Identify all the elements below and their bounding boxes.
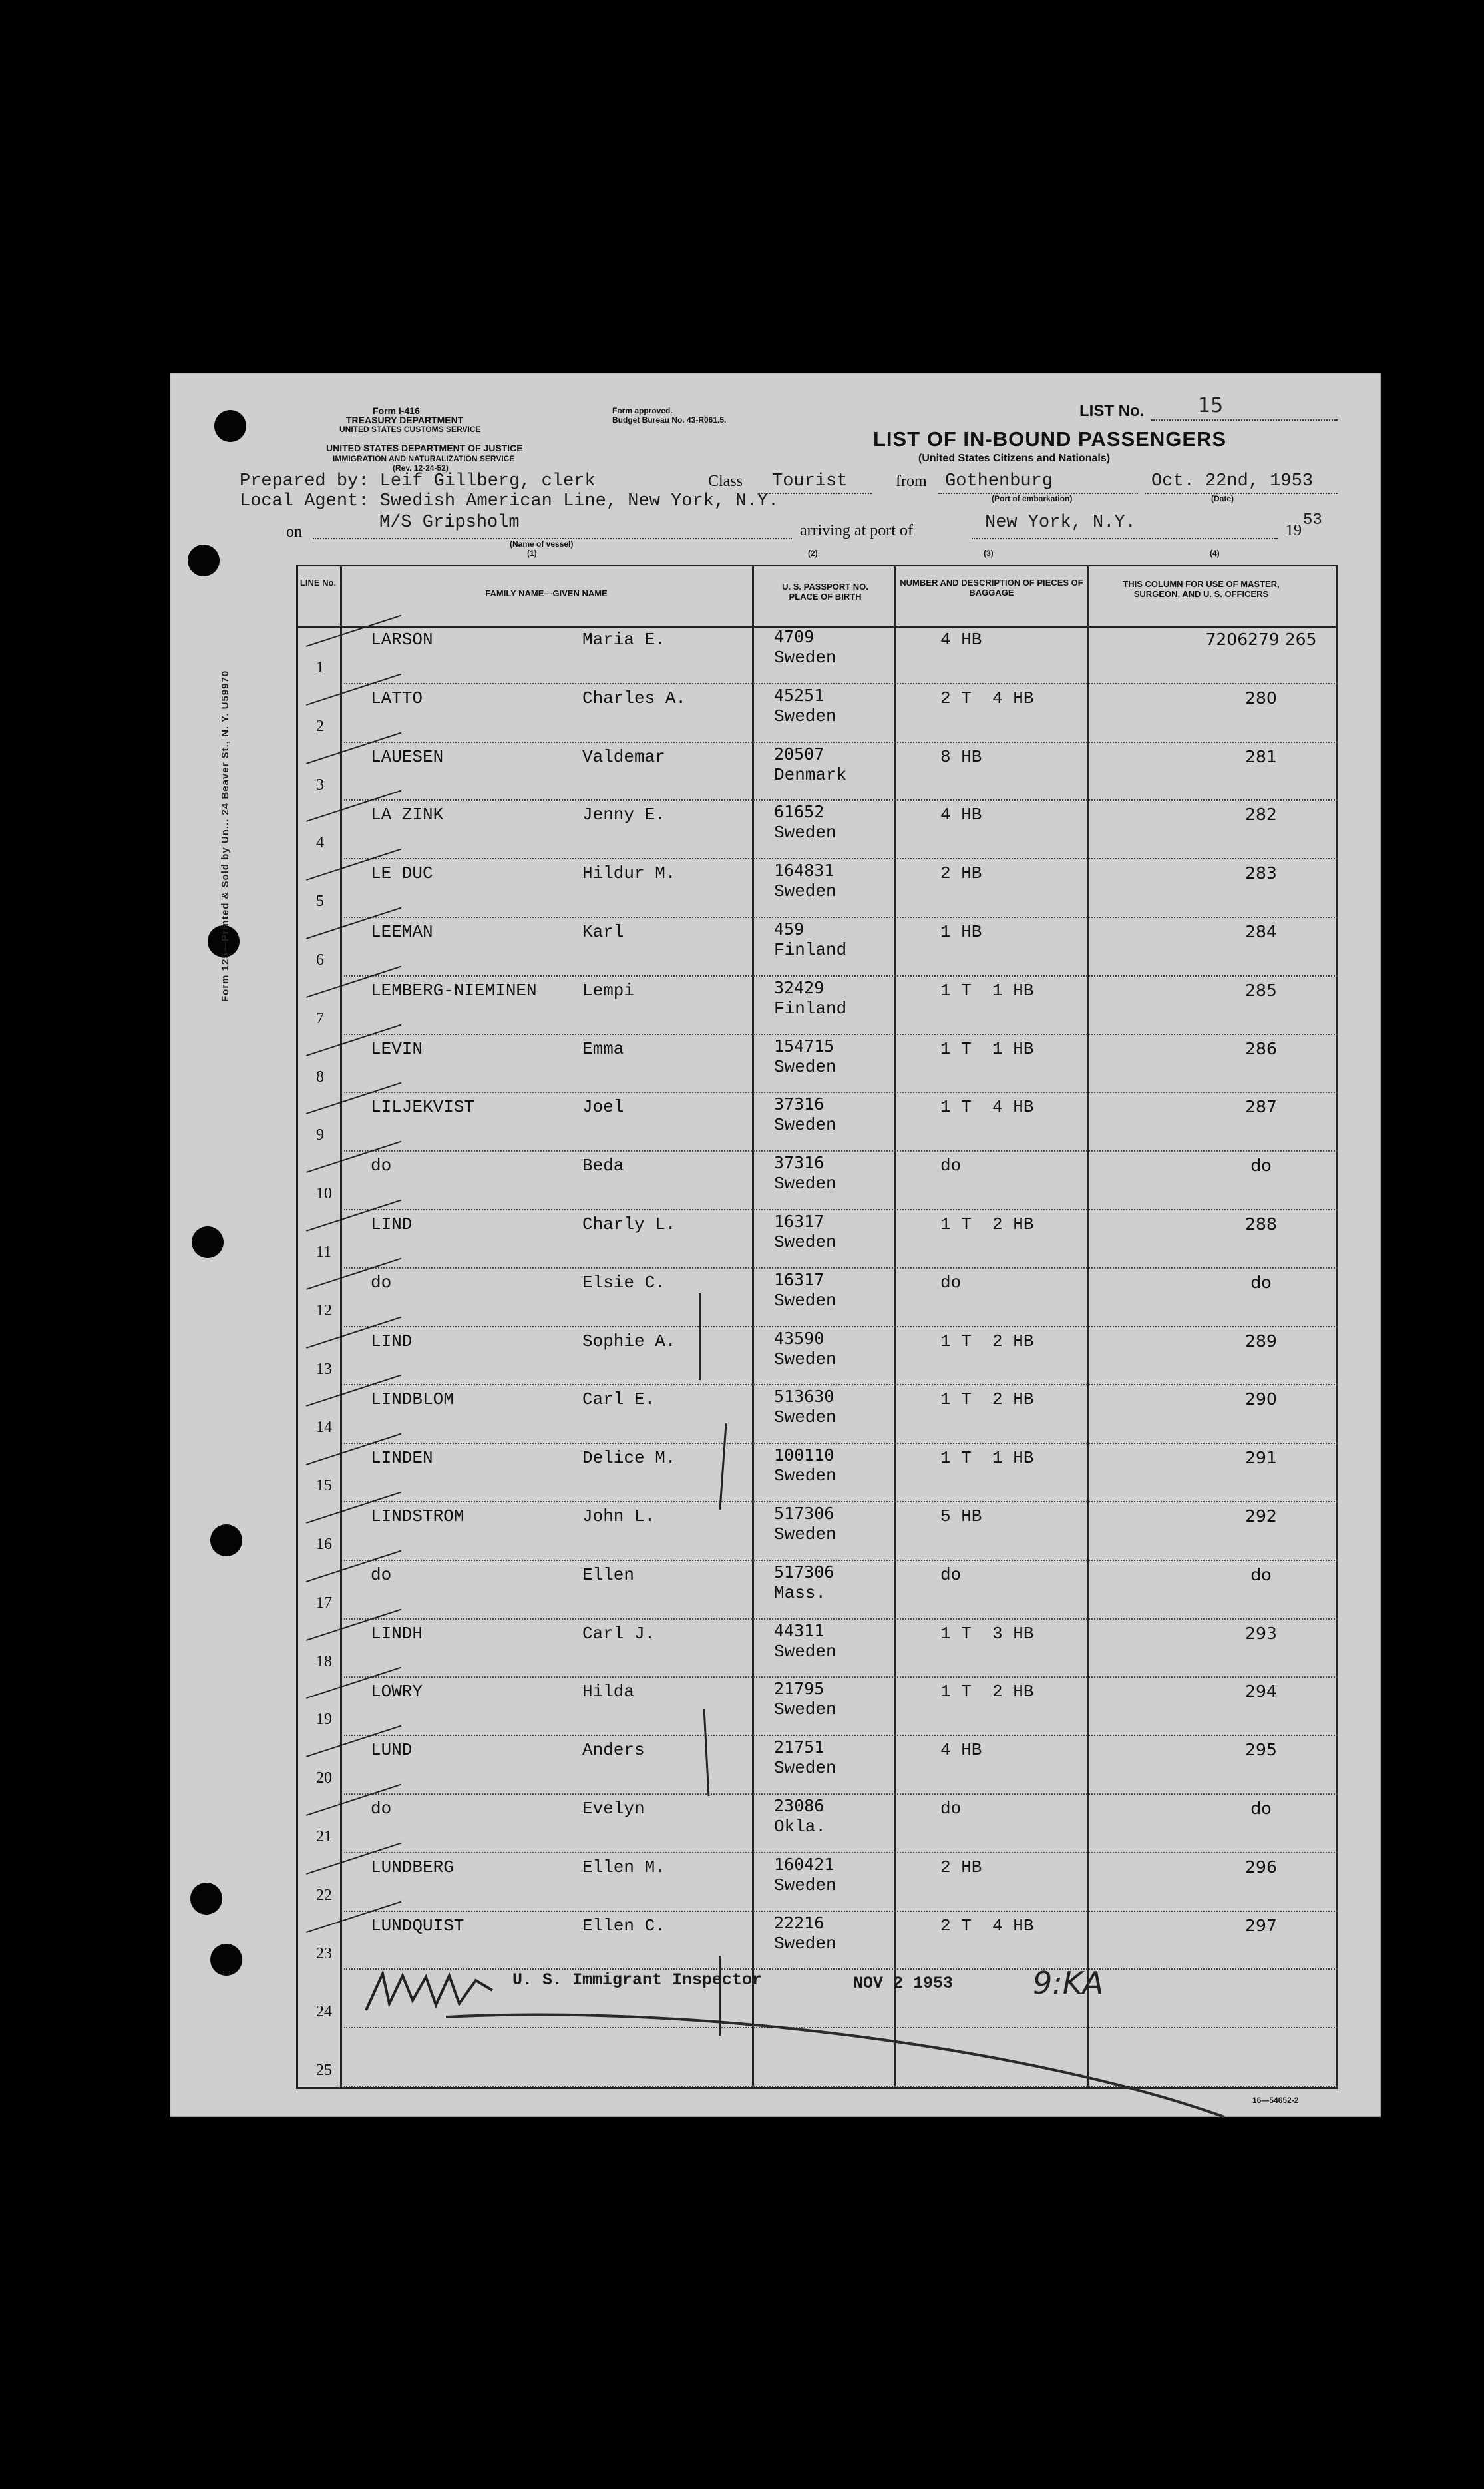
- place-of-birth: Sweden: [774, 881, 836, 902]
- header-baggage: NUMBER AND DESCRIPTION OF PIECES OF BAGGAGE: [900, 578, 1083, 598]
- header-passport: U. S. PASSPORT NO. PLACE OF BIRTH: [782, 582, 868, 602]
- family-name: do: [371, 1272, 392, 1293]
- table-row: [296, 1327, 1338, 1386]
- baggage-description: 1 T 4 HB: [940, 1097, 1034, 1118]
- passport-number: 21751: [774, 1737, 825, 1757]
- place-of-birth: Sweden: [774, 1641, 836, 1662]
- baggage-description: 8 HB: [940, 746, 982, 767]
- officer-number: 290: [1245, 1389, 1277, 1409]
- header-officers: THIS COLUMN FOR USE OF MASTER, SURGEON, AND U. S. OFFICERS: [1123, 579, 1280, 599]
- passenger-table: [296, 565, 1338, 2089]
- officer-number: 295: [1245, 1740, 1277, 1760]
- given-name: Joel: [582, 1097, 624, 1118]
- place-of-birth: Sweden: [774, 1758, 836, 1779]
- passport-number: 37316: [774, 1094, 825, 1114]
- place-of-birth: Sweden: [774, 1407, 836, 1428]
- local-agent: Local Agent: Swedish American Line, New York, N.Y.: [240, 491, 779, 511]
- given-name: Karl: [582, 922, 624, 942]
- arrival-line: [972, 538, 1278, 539]
- baggage-description: 2 HB: [940, 863, 982, 884]
- baggage-description: do: [940, 1799, 962, 1819]
- arriving-label: arriving at port of: [800, 522, 913, 539]
- place-of-birth: Sweden: [774, 823, 836, 843]
- table-row: [296, 743, 1338, 801]
- form-approved: Form approved.: [612, 406, 673, 415]
- table-row: [296, 1502, 1338, 1561]
- baggage-description: 1 T 3 HB: [940, 1623, 1034, 1644]
- passport-number: 517306: [774, 1562, 835, 1582]
- line-number: 25: [316, 2062, 332, 2080]
- table-row: [296, 918, 1338, 977]
- given-name: Beda: [582, 1156, 624, 1176]
- officer-number: do: [1250, 1799, 1272, 1818]
- justice-department: UNITED STATES DEPARTMENT OF JUSTICE: [326, 443, 523, 453]
- prepared-by: Prepared by: Leif Gillberg, clerk: [240, 471, 596, 491]
- line-number: 19: [316, 1711, 332, 1729]
- baggage-description: 1 T 2 HB: [940, 1331, 1034, 1351]
- baggage-description: 2 HB: [940, 1857, 982, 1877]
- family-name: do: [371, 1799, 392, 1819]
- family-name: LA ZINK: [371, 805, 444, 825]
- given-name: Maria E.: [582, 630, 665, 650]
- passport-number: 61652: [774, 802, 825, 822]
- line-number: 24: [316, 2003, 332, 2021]
- table-row: [296, 859, 1338, 918]
- line-number: 1: [316, 659, 324, 676]
- inspector-initials: 9:KA: [1033, 1965, 1104, 2001]
- place-of-birth: Sweden: [774, 1466, 836, 1486]
- baggage-description: 1 T 1 HB: [940, 980, 1034, 1001]
- table-row: [296, 1620, 1338, 1678]
- family-name: LARSON: [371, 630, 433, 650]
- line-number: 14: [316, 1419, 332, 1437]
- family-name: LUNDBERG: [371, 1857, 454, 1877]
- family-name: LAUESEN: [371, 746, 444, 767]
- document-subtitle: (United States Citizens and Nationals): [918, 453, 1111, 464]
- officer-number: 282: [1245, 805, 1277, 825]
- given-name: Ellen M.: [582, 1857, 665, 1877]
- officer-number: 287: [1245, 1097, 1277, 1117]
- list-no-label: LIST No.: [1079, 402, 1145, 420]
- header-name: FAMILY NAME—GIVEN NAME: [485, 588, 608, 598]
- line-number: 23: [316, 1944, 332, 1962]
- year-value: 53: [1303, 511, 1322, 529]
- table-row: [296, 626, 1338, 684]
- family-name: LEMBERG-NIEMINEN: [371, 980, 537, 1001]
- family-name: do: [371, 1156, 392, 1176]
- family-name: LIND: [371, 1214, 413, 1234]
- family-name: LEEMAN: [371, 922, 433, 942]
- officer-number: 288: [1245, 1214, 1277, 1234]
- place-of-birth: Mass.: [774, 1582, 827, 1603]
- place-of-birth: Sweden: [774, 1933, 836, 1954]
- line-number: 9: [316, 1126, 324, 1144]
- baggage-description: 1 T 2 HB: [940, 1682, 1034, 1702]
- place-of-birth: Finland: [774, 940, 847, 960]
- baggage-description: 5 HB: [940, 1506, 982, 1526]
- line-number: 22: [316, 1886, 332, 1904]
- line-number: 7: [316, 1009, 324, 1027]
- passport-number: 100110: [774, 1445, 835, 1465]
- passport-number: 4709: [774, 627, 815, 646]
- family-name: do: [371, 1564, 392, 1585]
- table-row: [296, 1678, 1338, 1736]
- from-label: from: [896, 473, 927, 490]
- revision: (Rev. 12-24-52): [393, 463, 449, 473]
- vessel-caption: (Name of vessel): [510, 539, 574, 549]
- table-row: [296, 1210, 1338, 1269]
- on-label: on: [286, 523, 302, 541]
- officer-number: 284: [1245, 922, 1277, 941]
- place-of-birth: Sweden: [774, 1056, 836, 1077]
- passport-number: 37316: [774, 1153, 825, 1173]
- line-number: 11: [316, 1244, 332, 1261]
- officer-number: 296: [1245, 1857, 1277, 1877]
- column-number-3: (3): [984, 549, 994, 558]
- officer-number: 285: [1245, 980, 1277, 1000]
- family-name: LUND: [371, 1740, 413, 1761]
- baggage-description: 1 T 2 HB: [940, 1214, 1034, 1234]
- line-number: 12: [316, 1301, 332, 1319]
- family-name: LINDSTROM: [371, 1506, 464, 1526]
- family-name: LINDBLOM: [371, 1389, 454, 1410]
- officer-number: 297: [1245, 1915, 1277, 1935]
- column-number-4: (4): [1210, 549, 1220, 558]
- passport-number: 45251: [774, 685, 825, 705]
- date-caption: (Date): [1211, 494, 1234, 503]
- line-number: 5: [316, 893, 324, 911]
- printer-imprint: Form 125—Printed & Sold by Un... 24 Beaver St., N. Y. U59970: [220, 670, 231, 1002]
- column-number-1: (1): [527, 549, 537, 558]
- baggage-description: 4 HB: [940, 630, 982, 650]
- line-number: 10: [316, 1185, 332, 1203]
- table-row: [296, 1385, 1338, 1444]
- place-of-birth: Sweden: [774, 1875, 836, 1895]
- baggage-description: 1 HB: [940, 922, 982, 942]
- family-name: LE DUC: [371, 863, 433, 884]
- list-number: 15: [1198, 394, 1224, 417]
- table-row: [296, 1795, 1338, 1853]
- family-name: LIND: [371, 1331, 413, 1351]
- class-label: Class: [708, 473, 743, 490]
- place-of-birth: Sweden: [774, 1115, 836, 1136]
- family-name: LOWRY: [371, 1682, 423, 1702]
- budget-bureau: Budget Bureau No. 43-R061.5.: [612, 415, 727, 425]
- document-title: LIST OF IN-BOUND PASSENGERS: [873, 427, 1227, 451]
- officer-number: 289: [1245, 1331, 1277, 1351]
- place-of-birth: Sweden: [774, 1699, 836, 1720]
- passport-number: 513630: [774, 1387, 835, 1407]
- table-top-border: [296, 565, 1338, 566]
- table-row: [296, 801, 1338, 859]
- given-name: Valdemar: [582, 746, 665, 767]
- place-of-birth: Sweden: [774, 1524, 836, 1544]
- baggage-description: do: [940, 1564, 962, 1585]
- given-name: Charles A.: [582, 688, 687, 708]
- officer-number: 294: [1245, 1682, 1277, 1701]
- table-row: [296, 1912, 1338, 1970]
- place-of-birth: Sweden: [774, 1174, 836, 1194]
- passport-number: 32429: [774, 977, 825, 997]
- passport-number: 22216: [774, 1913, 825, 1932]
- year-prefix: 19: [1286, 522, 1302, 539]
- department: TREASURY DEPARTMENT: [346, 415, 464, 425]
- ins-service: IMMIGRATION AND NATURALIZATION SERVICE: [333, 454, 515, 463]
- punch-hole: [188, 545, 220, 576]
- given-name: Lempi: [582, 980, 635, 1001]
- line-number: 13: [316, 1360, 332, 1378]
- place-of-birth: Finland: [774, 998, 847, 1018]
- officer-number: 281: [1245, 746, 1277, 766]
- passport-number: 517306: [774, 1504, 835, 1523]
- given-name: Ellen C.: [582, 1915, 665, 1936]
- place-of-birth: Sweden: [774, 648, 836, 668]
- place-of-birth: Denmark: [774, 764, 847, 785]
- place-of-birth: Sweden: [774, 1290, 836, 1311]
- officer-number: do: [1250, 1156, 1272, 1176]
- column-number-2: (2): [808, 549, 818, 558]
- class-value: Tourist: [772, 471, 848, 491]
- family-name: LATTO: [371, 688, 423, 708]
- family-name: LINDH: [371, 1623, 423, 1644]
- given-name: Elsie C.: [582, 1272, 665, 1293]
- baggage-description: 2 T 4 HB: [940, 688, 1034, 708]
- passport-number: 21795: [774, 1679, 825, 1699]
- customs-service: UNITED STATES CUSTOMS SERVICE: [339, 425, 481, 434]
- given-name: Ellen: [582, 1564, 635, 1585]
- baggage-description: do: [940, 1156, 962, 1176]
- punch-hole: [210, 1524, 242, 1556]
- passport-number: 16317: [774, 1269, 825, 1289]
- passport-number: 44311: [774, 1620, 825, 1640]
- place-of-birth: Sweden: [774, 1349, 836, 1369]
- inspection-date: NOV 2 1953: [853, 1974, 954, 1993]
- given-name: Hildur M.: [582, 863, 676, 884]
- table-row: [296, 1269, 1338, 1327]
- place-of-birth: Okla.: [774, 1817, 827, 1837]
- baggage-description: 1 T 1 HB: [940, 1038, 1034, 1059]
- passport-number: 160421: [774, 1854, 835, 1874]
- given-name: Hilda: [582, 1682, 635, 1702]
- officer-number: 286: [1245, 1038, 1277, 1058]
- family-name: LUNDQUIST: [371, 1915, 464, 1936]
- family-name: LILJEKVIST: [371, 1097, 475, 1118]
- baggage-description: 1 T 1 HB: [940, 1448, 1034, 1469]
- passport-number: 154715: [774, 1036, 835, 1056]
- table-row: [296, 977, 1338, 1035]
- punch-hole: [192, 1226, 224, 1258]
- class-line: [759, 493, 872, 494]
- line-number: 2: [316, 717, 324, 735]
- given-name: Charly L.: [582, 1214, 676, 1234]
- passport-number: 43590: [774, 1328, 825, 1348]
- baggage-description: 1 T 2 HB: [940, 1389, 1034, 1410]
- list-no-line: [1151, 419, 1338, 421]
- punch-hole: [210, 1944, 242, 1976]
- passport-number: 20507: [774, 744, 825, 764]
- footer-code: 16—54652-2: [1252, 2096, 1299, 2105]
- table-row: [296, 1093, 1338, 1152]
- baggage-description: 4 HB: [940, 805, 982, 825]
- officer-number: 291: [1245, 1448, 1277, 1468]
- baggage-description: 4 HB: [940, 1740, 982, 1761]
- given-name: Carl J.: [582, 1623, 655, 1644]
- table-row: [296, 1736, 1338, 1795]
- passport-number: 23086: [774, 1796, 825, 1815]
- passport-number: 16317: [774, 1212, 825, 1231]
- place-of-birth: Sweden: [774, 706, 836, 726]
- given-name: John L.: [582, 1506, 655, 1526]
- table-row: [296, 1035, 1338, 1094]
- given-name: Anders: [582, 1740, 645, 1761]
- table-row: [296, 1152, 1338, 1210]
- vessel-name: M/S Gripsholm: [379, 513, 520, 533]
- port-of-embarkation: Gothenburg: [945, 471, 1053, 491]
- officer-number: do: [1250, 1272, 1272, 1292]
- given-name: Carl E.: [582, 1389, 655, 1410]
- punch-hole: [190, 1883, 222, 1915]
- arrival-port: New York, N.Y.: [985, 513, 1136, 533]
- line-number: 8: [316, 1068, 324, 1086]
- line-number: 20: [316, 1769, 332, 1787]
- family-name: LEVIN: [371, 1038, 423, 1059]
- officer-number: 7206279 265: [1205, 630, 1317, 649]
- family-brace: [699, 1293, 701, 1380]
- baggage-description: 2 T 4 HB: [940, 1915, 1034, 1936]
- port-caption: (Port of embarkation): [992, 494, 1073, 503]
- line-number: 18: [316, 1652, 332, 1670]
- officer-number: 280: [1245, 688, 1277, 708]
- table-row: [296, 1561, 1338, 1620]
- line-number: 6: [316, 951, 324, 969]
- table-row: [296, 1853, 1338, 1912]
- line-number: 15: [316, 1477, 332, 1495]
- table-row: [296, 684, 1338, 743]
- family-name: LINDEN: [371, 1448, 433, 1469]
- passport-number: 164831: [774, 861, 835, 881]
- strike-curve: [439, 1997, 1304, 2130]
- inspector-title: U. S. Immigrant Inspector: [512, 1970, 763, 1990]
- given-name: Delice M.: [582, 1448, 676, 1469]
- given-name: Sophie A.: [582, 1331, 676, 1351]
- line-number: 16: [316, 1536, 332, 1553]
- line-number: 17: [316, 1594, 332, 1612]
- baggage-description: do: [940, 1272, 962, 1293]
- header-line-no: LINE No.: [299, 578, 337, 588]
- table-row: [296, 1444, 1338, 1502]
- officer-number: 292: [1245, 1506, 1277, 1526]
- place-of-birth: Sweden: [774, 1232, 836, 1252]
- passport-number: 459: [774, 919, 805, 939]
- given-name: Evelyn: [582, 1799, 645, 1819]
- departure-date: Oct. 22nd, 1953: [1151, 471, 1314, 491]
- line-number: 21: [316, 1828, 332, 1845]
- form-number: Form I-416: [373, 405, 420, 416]
- line-number: 3: [316, 776, 324, 793]
- given-name: Emma: [582, 1038, 624, 1059]
- line-number: 4: [316, 834, 324, 852]
- officer-number: 283: [1245, 863, 1277, 883]
- date-line: [1145, 493, 1338, 494]
- given-name: Jenny E.: [582, 805, 665, 825]
- officer-number: do: [1250, 1564, 1272, 1584]
- officer-number: 293: [1245, 1623, 1277, 1643]
